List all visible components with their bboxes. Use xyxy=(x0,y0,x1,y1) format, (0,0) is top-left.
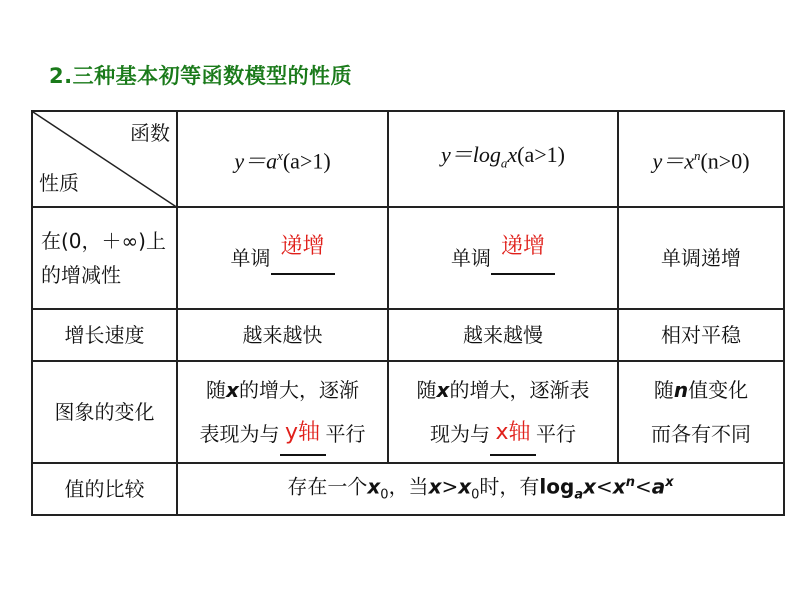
header-row xyxy=(32,111,784,207)
cell-graph-log: 随x的增大，逐渐表 现为与 x轴 平行 xyxy=(388,361,618,463)
header-power: $y=x^n(n>0)$ xyxy=(618,111,784,207)
answer-text: x轴 xyxy=(495,420,531,445)
row-monotonicity xyxy=(32,207,784,309)
properties-table xyxy=(31,110,785,516)
cell-speed-power: 相对平稳 xyxy=(618,309,784,361)
label-compare: 值的比较 xyxy=(32,463,177,515)
section-title: 2.三种基本初等函数模型的性质 xyxy=(49,64,353,88)
cell-mono-exp: 单调 递增 xyxy=(177,207,388,309)
cell-compare: 存在一个$x_0$，当$x>x_0$时，有$\log_ax<x^n<a^x$ xyxy=(177,463,784,515)
diag-label-function: 函数 xyxy=(130,121,170,145)
cell-speed-exp: 越来越快 xyxy=(177,309,388,361)
cell-mono-log: 单调 递增 xyxy=(388,207,618,309)
answer-text: y轴 xyxy=(284,420,321,445)
cell-mono-power: 单调递增 xyxy=(618,207,784,309)
header-exponential: $y=a^x(a>1)$ xyxy=(177,111,388,207)
cell-graph-power: 随n值变化 而各有不同 xyxy=(618,361,784,463)
blank-answer xyxy=(490,420,536,456)
label-graph: 图象的变化 xyxy=(32,361,177,463)
answer-text: 递增 xyxy=(280,234,325,259)
blank-answer xyxy=(280,420,326,456)
row-graph xyxy=(32,361,784,463)
diag-label-property: 性质 xyxy=(39,171,79,195)
answer-text: 递增 xyxy=(500,234,545,259)
label-monotonicity: 在(0，＋∞)上的增减性 xyxy=(32,207,177,309)
header-logarithmic: $y=\log_ax(a>1)$ xyxy=(388,111,618,207)
row-speed xyxy=(32,309,784,361)
cell-speed-log: 越来越慢 xyxy=(388,309,618,361)
row-compare xyxy=(32,463,784,515)
label-speed: 增长速度 xyxy=(32,309,177,361)
diagonal-header-cell xyxy=(32,111,177,207)
cell-graph-exp: 随x的增大，逐渐 表现为与 y轴 平行 xyxy=(177,361,388,463)
